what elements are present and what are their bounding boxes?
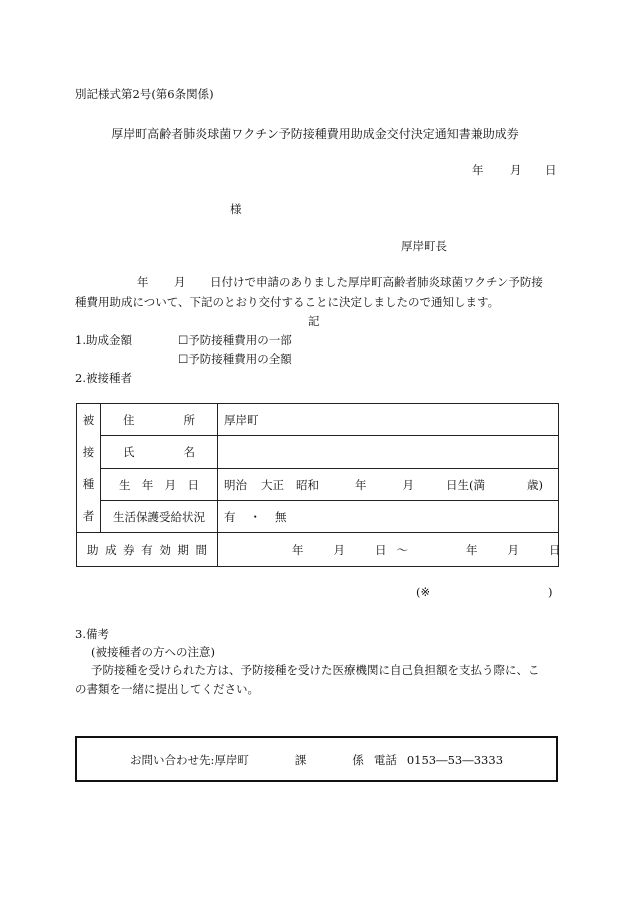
welfare-label: 生活保護受給状況 [101,501,218,533]
validity-start-month: 月 [333,542,345,557]
era-taisho[interactable]: 大正 [261,477,284,492]
note-line2: の書類を一緒に提出してください。 [75,682,259,696]
era-meiji[interactable]: 明治 [224,477,247,492]
date-year: 年 [472,163,484,177]
address-value: 厚岸町 [218,404,559,436]
table-row-validity [77,533,559,567]
body-month: 月 [174,275,186,289]
dob-value [218,469,559,501]
era-showa[interactable]: 昭和 [296,477,319,492]
contact-line [77,752,556,768]
date-day: 日 [545,163,557,177]
validity-start-day: 日 [375,542,387,557]
contact-prefix: お問い合わせ先:厚岸町 [129,753,249,767]
validity-end-day: 日 [549,542,561,557]
section2-label: 2.被接種者 [75,371,132,385]
note-paren-close: ) [548,585,553,599]
contact-kakari: 係 [352,753,364,767]
validity-end-month: 月 [507,542,519,557]
ki-heading: 記 [308,314,320,328]
table-row-name [77,436,559,469]
welfare-value [218,501,559,533]
body-line1: 日付けで申請のありました厚岸町高齢者肺炎球菌ワクチン予防接 [210,275,543,289]
recipient-suffix: 様 [230,202,242,216]
issuer: 厚岸町長 [401,239,447,253]
validity-end-year: 年 [466,542,478,557]
welfare-yes[interactable]: 有 [224,509,236,524]
validity-label: 助成券有効期間 [77,533,218,567]
body-line2: 種費用助成について、下記のとおり交付することに決定しましたので通知します。 [75,295,500,309]
table-row-address [77,404,559,436]
side-label [77,404,101,533]
note-heading: (被接種者の方への注意) [91,645,215,659]
dob-month: 月 [402,477,414,492]
option-full[interactable]: ☐予防接種費用の全額 [178,352,292,366]
section3-label: 3.備考 [75,627,109,641]
name-value[interactable] [218,436,559,469]
body-year: 年 [137,275,149,289]
contact-ka: 課 [294,753,307,767]
validity-value [218,533,559,567]
note-paren-open: (※ [416,585,431,599]
side-char: 被 [82,413,95,427]
dob-year: 年 [355,477,367,492]
name-label: 氏名 [101,436,218,469]
welfare-no[interactable]: 無 [275,509,287,524]
date-month: 月 [510,163,522,177]
section1-label: 1.助成金額 [75,333,132,347]
document-title: 厚岸町高齢者肺炎球菌ワクチン予防接種費用助成金交付決定通知書兼助成券 [111,127,519,141]
welfare-separator: ・ [249,509,261,524]
address-label: 住所 [101,404,218,436]
dob-day-age: 日生(満 [446,477,485,492]
option-partial[interactable]: ☐予防接種費用の一部 [178,333,292,347]
table-row-dob [77,469,559,501]
side-char: 接 [82,445,95,459]
dob-label: 生年月日 [101,469,218,501]
note-line1: 予防接種を受けられた方は、予防接種を受けた医療機関に自己負担額を支払う際に、こ [91,663,540,677]
table-row-welfare [77,501,559,533]
contact-tel[interactable]: 0153―53―3333 [406,753,504,767]
recipient-table [76,403,559,567]
dob-age-unit: 歳) [527,477,543,492]
form-label: 別記様式第2号(第6条関係) [75,87,214,101]
validity-tilde: ～ [396,542,408,557]
validity-start-year: 年 [292,542,304,557]
side-char: 種 [82,477,95,491]
contact-box [75,736,558,782]
contact-tel-label: 電話 [373,753,397,767]
side-char: 者 [82,509,95,523]
